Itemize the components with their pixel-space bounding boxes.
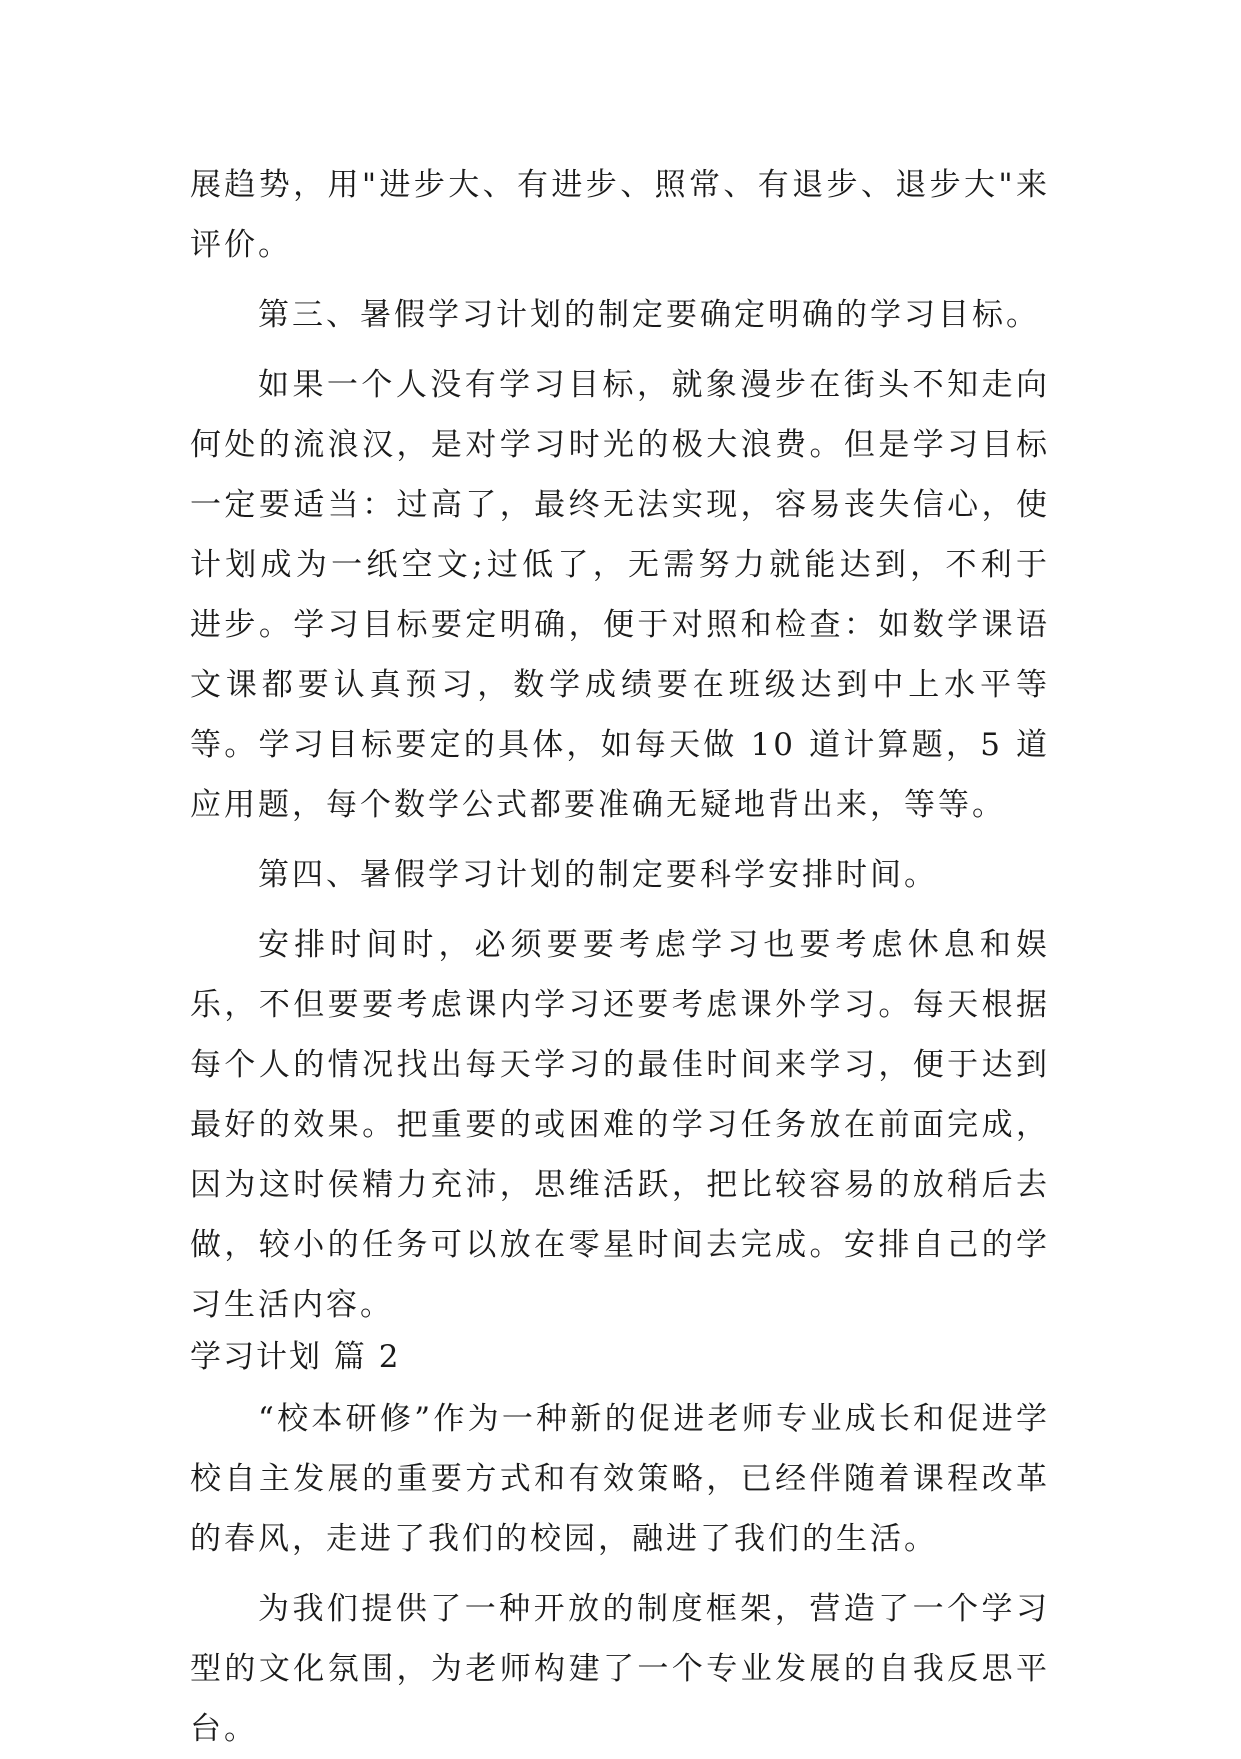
- heading-fourth: 第四、暑假学习计划的制定要科学安排时间。: [258, 857, 938, 893]
- spacer: [190, 1569, 1050, 1579]
- spacer: [190, 905, 1050, 915]
- document-body: [190, 155, 1050, 1759]
- paragraph-time: 安排时间时，必须要要考虑学习也要考虑休息和娱乐，不但要要考虑课内学习还要考虑课外学习。每天根据每个人的情况找出每天学习的最佳时间来学习，便于达到最好的效果。把重要的或困难的学习任务放在前面完成，因为这时侯精力充沛，思维活跃，把比较容易的放稍后去做，较小的任务可以放在零星时间去完成。安排自己的学习生活内容。: [190, 927, 1050, 1323]
- paragraph-intro: 展趋势，用"进步大、有进步、照常、有退步、退步大"来评价。: [190, 167, 1050, 263]
- spacer: [190, 345, 1050, 355]
- spacer: [190, 275, 1050, 285]
- paragraph-school-research: “校本研修”作为一种新的促进老师专业成长和促进学校自主发展的重要方式和有效策略，已经伴随着课程改革的春风，走进了我们的校园，融进了我们的生活。: [190, 1401, 1050, 1557]
- heading-third: 第三、暑假学习计划的制定要确定明确的学习目标。: [258, 297, 1040, 333]
- paragraph-framework: 为我们提供了一种开放的制度框架，营造了一个学习型的文化氛围，为老师构建了一个专业发展的自我反思平台。: [190, 1591, 1050, 1747]
- spacer: [190, 835, 1050, 845]
- section-title: 学习计划 篇 2: [190, 1339, 401, 1375]
- spacer: [190, 1379, 1050, 1389]
- paragraph-goals: 如果一个人没有学习目标，就象漫步在街头不知走向何处的流浪汉，是对学习时光的极大浪费。但是学习目标一定要适当：过高了，最终无法实现，容易丧失信心，使计划成为一纸空文;过低了，无需努力就能达到，不利于进步。学习目标要定明确，便于对照和检查：如数学课语文课都要认真预习，数学成绩要在班级达到中上水平等等。学习目标要定的具体，如每天做 10 道计算题，5 道应用题，每个数学公式都要准确无疑地背出来，等等。: [190, 367, 1050, 823]
